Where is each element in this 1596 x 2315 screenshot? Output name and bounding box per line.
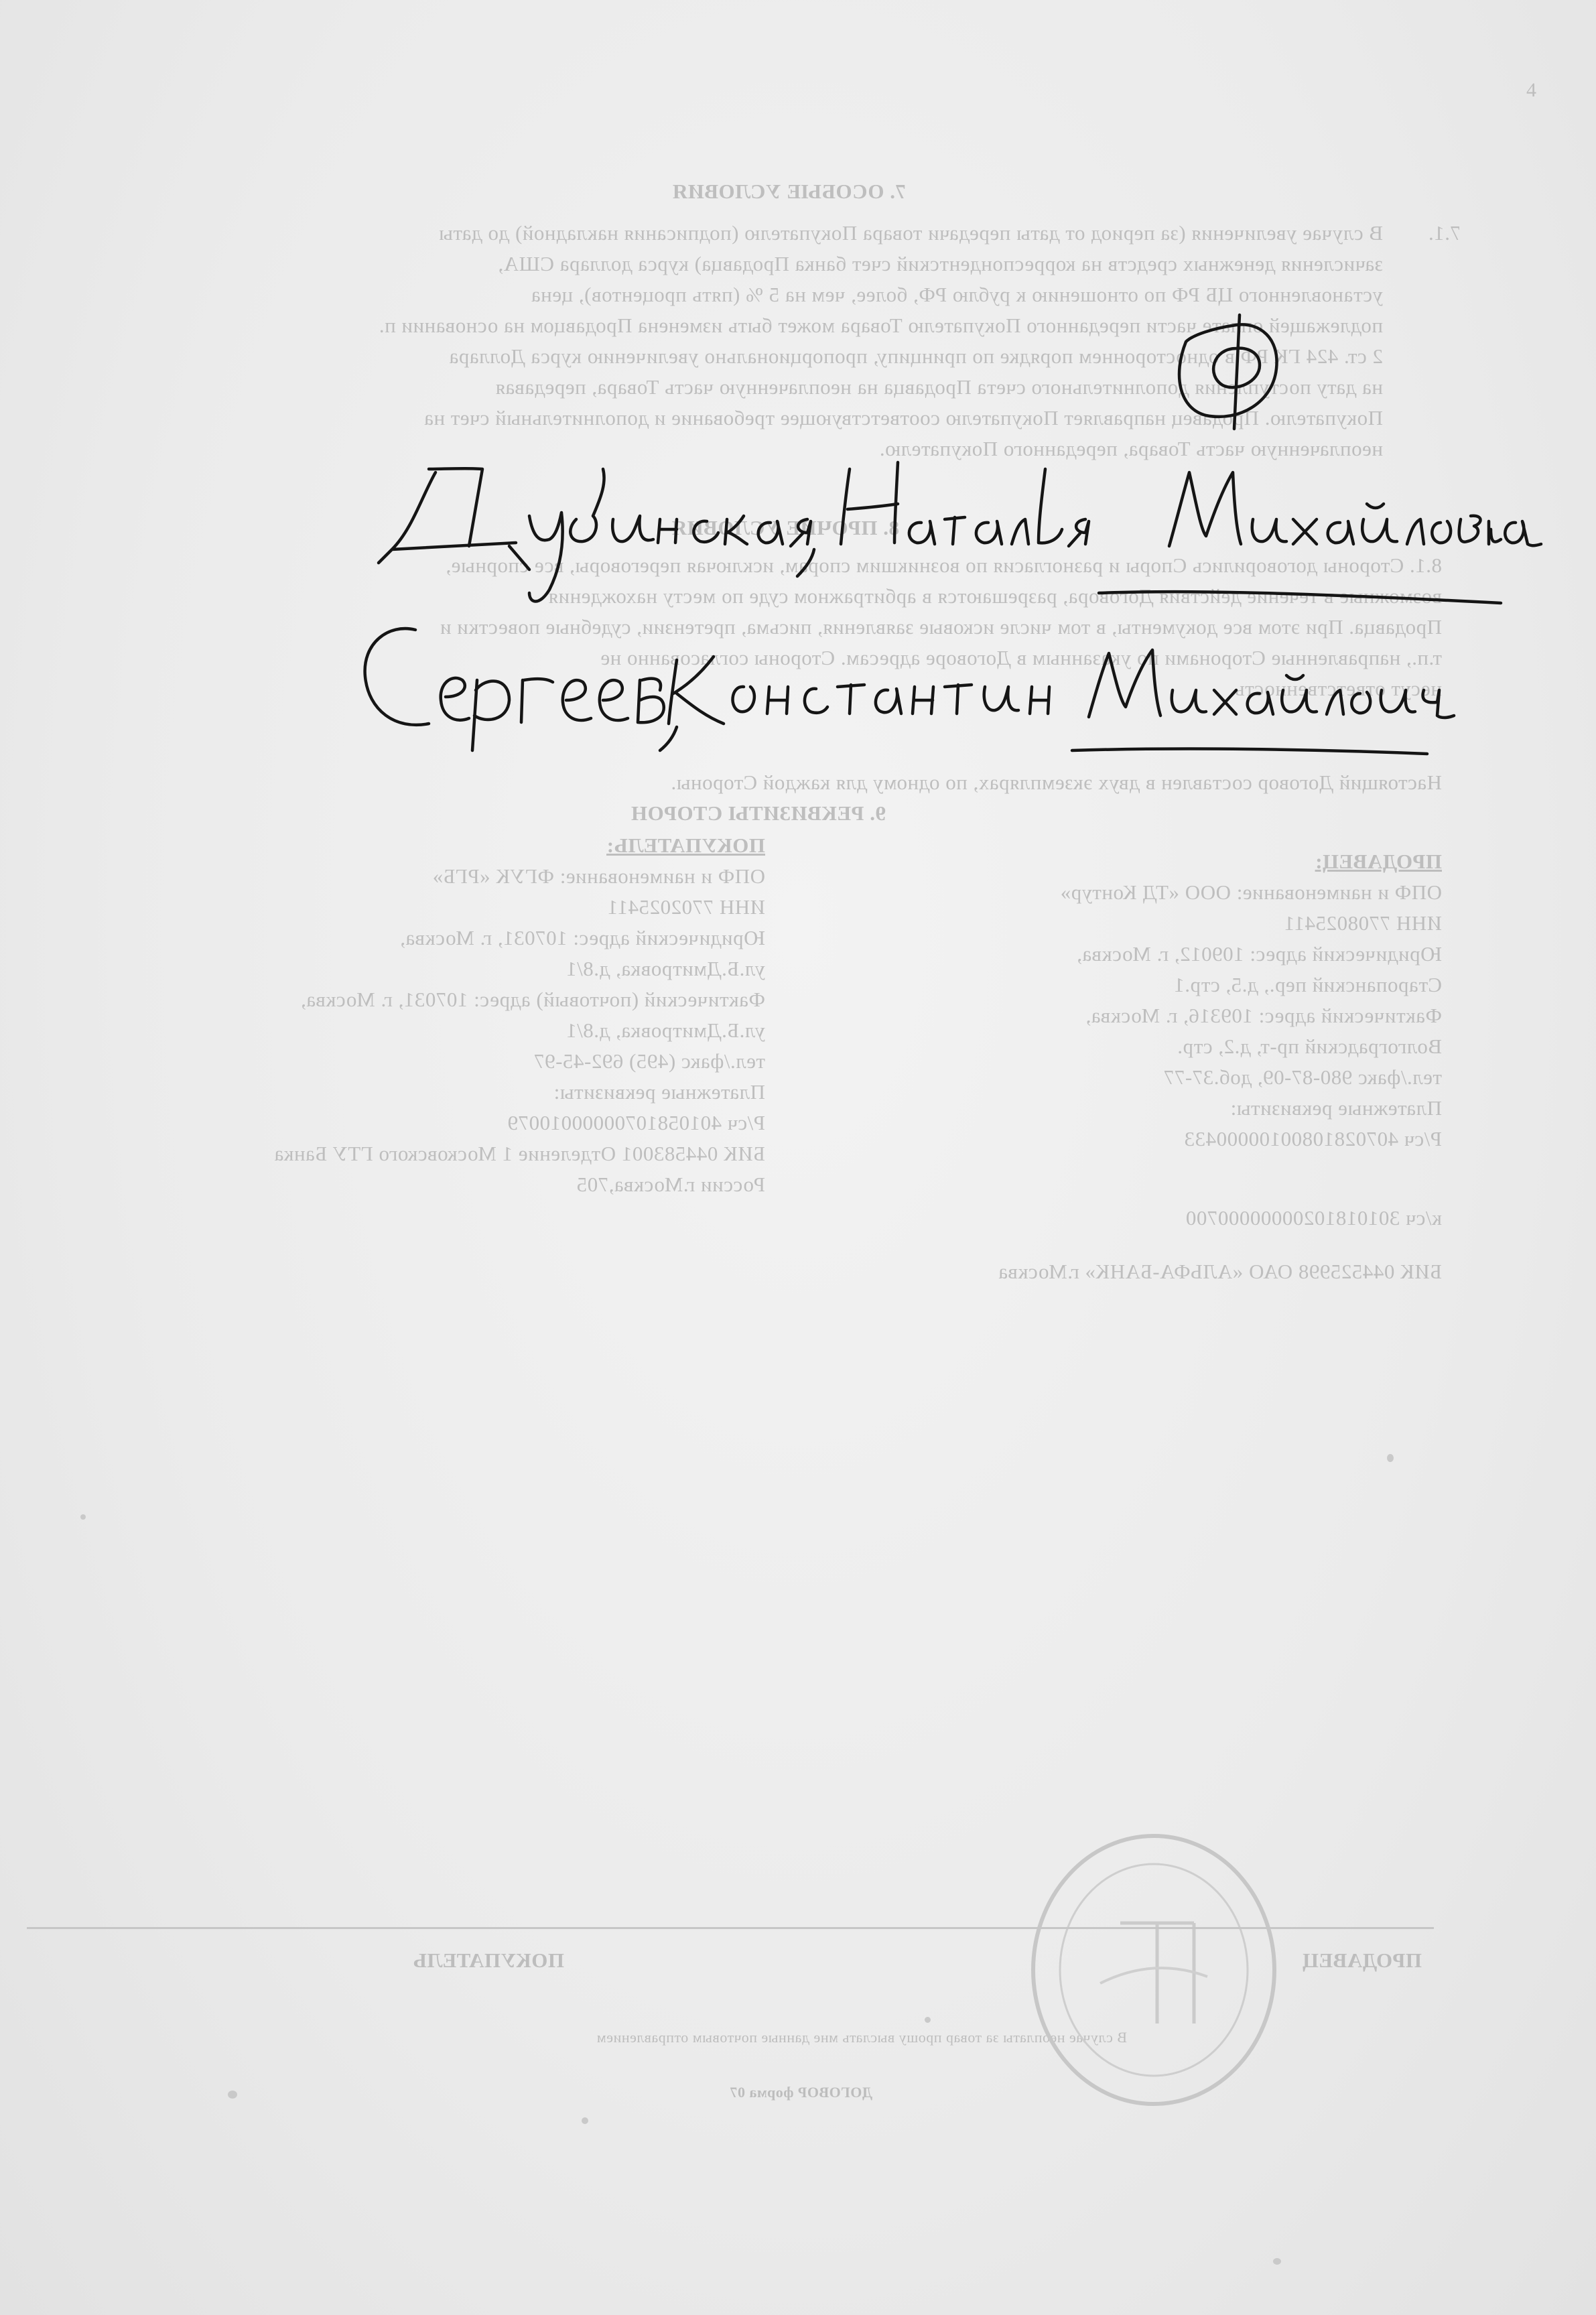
buyer-line: тел./факс (495) 692-45-97 (533, 1049, 765, 1073)
buyer-line: Платежные реквизиты: (553, 1080, 765, 1104)
section-8-line: Продавца. При этом все документы, в том числе исковые заявления, письма, претензии, судебные повестки и (440, 615, 1442, 639)
section-7-line: на дату поступления дополнительного счета Продавца на неоплаченную часть Товара, передавая (495, 375, 1383, 399)
section-9-heading: 9. РЕКВИЗИТЫ СТОРОН (630, 801, 886, 825)
buyer-title: ПОКУПАТЕЛЬ: (606, 834, 765, 857)
seller-line: Юридический адрес: 109012, г. Москва, (1076, 942, 1442, 966)
seller-line: Р/сч 40702810800100000433 (1184, 1127, 1442, 1150)
buyer-line: ИНН 7702025411 (607, 895, 765, 919)
buyer-line: БИК 044583001 Отделение 1 Московского ГТУ Банка (274, 1142, 765, 1165)
buyer-line: ул.Б.Дмитровка, д.8/1 (566, 1018, 765, 1042)
buyer-line: Фактический (почтовый) адрес: 107031, г. Москва, (300, 988, 765, 1011)
footer-buyer-sign: ПОКУПАТЕЛЬ (412, 1948, 564, 1972)
footer-note: В случае неоплаты за товар прошу выслать мне данные почтовым отправлением (596, 2029, 1127, 2046)
seller-corr-account: к/сч 30101810200000000700 (1185, 1206, 1442, 1230)
seller-line: ОПФ и наименование: ООО «ТД Контур» (1060, 880, 1442, 904)
seller-bank: БИК 044525998 ОАО «АЛЬФА-БАНК» г.Москва (998, 1260, 1442, 1283)
section-7-line: подлежащей оплате части переданного Покупателю Товара может быть изменена Продавцом на основании п. (379, 314, 1383, 337)
seller-line: ИНН 7708025411 (1284, 911, 1442, 935)
seller-line: Фактический адрес: 109316, г. Москва, (1085, 1004, 1442, 1027)
signature-line-2 (365, 629, 1454, 754)
circled-initial-mark (1179, 315, 1277, 429)
section-8-line: возможные в течение действия Договора, разрешаются в арбитражном суде по месту нахождения (548, 584, 1442, 608)
seller-line: тел./факс 980-87-09, доб.37-77 (1163, 1065, 1442, 1089)
section-7-line: Покупателю. Продавец направляет Покупателю соответствующее требование и дополнительный счет на (423, 406, 1383, 429)
buyer-line: Юридический адрес: 107031, г. Москва, (399, 926, 765, 949)
section-7-line: В случае увеличения (за период от даты передачи товара Покупателю (подписания накладной) до даты (438, 221, 1383, 245)
buyer-line: России г.Москва,705 (576, 1173, 765, 1196)
section-8-line: несут ответственность. (1229, 677, 1442, 700)
signature-line-1 (379, 462, 1541, 603)
section-7-heading: 7. ОСОБЫЕ УСЛОВИЯ (672, 180, 906, 203)
section-7-line: 2 ст. 424 ГК РФ в одностороннем порядке по принципу, пропорционально увеличению курса Доллара (449, 344, 1383, 368)
seller-title: ПРОДАВЕЦ: (1315, 850, 1442, 873)
buyer-line: ОПФ и наименование: ФГУК «РГБ» (432, 864, 765, 888)
seller-line: Платежные реквизиты: (1230, 1096, 1442, 1120)
seller-line: Старопанский пер., д.5, стр.1 (1173, 973, 1442, 996)
section-7-line: установленного ЦБ РФ по отношению к рублю РФ, более, чем на 5 % (пять процентов), цена (531, 283, 1383, 306)
seller-line: Волгоградский пр-т, д.2, стр. (1177, 1035, 1442, 1058)
section-7-item-number: 7.1. (1428, 221, 1461, 245)
footer-form-code: ДОГОВОР форма 07 (730, 2084, 872, 2101)
buyer-line: ул.Б.Дмитровка, д.8/1 (566, 957, 765, 980)
buyer-line: Р/сч 40105810700000010079 (507, 1111, 765, 1134)
footer-seller-sign: ПРОДАВЕЦ (1302, 1948, 1422, 1972)
section-8-line: 8.1. Стороны договорились Споры и разногласия по возникшим спорам, исключая переговоры, все спорные, (446, 553, 1442, 577)
page-number: 4 (1526, 79, 1536, 101)
section-7-line: неоплаченную часть Товара, переданного Покупателю. (879, 437, 1383, 460)
section-8-line: т.п., направленные Сторонами по указанным в Договоре адресам. Стороны согласованно не (600, 646, 1442, 669)
section-7-line: зачисления денежных средств на корреспондентский счет банка Продавца) курса доллара США, (497, 252, 1383, 275)
copies-line: Настоящий Договор составлен в двух экземплярах, по одному для каждой Стороны. (671, 771, 1442, 794)
section-8-heading: 8. ПРОЧИЕ УСЛОВИЯ (671, 516, 899, 539)
